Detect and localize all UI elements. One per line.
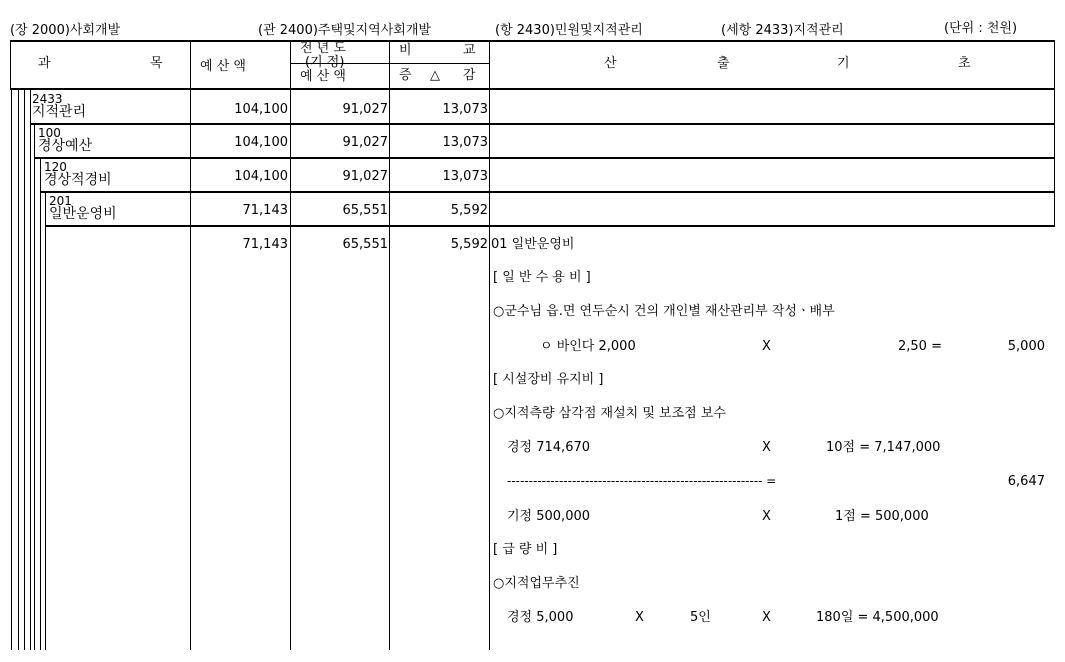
row-prev: 91,027 [342,169,388,184]
detail-line-calc-x: X [762,509,771,524]
tree-line-5 [34,124,35,650]
tree-line-1 [11,90,12,650]
table-right-border [1054,40,1055,90]
row-diff: 13,073 [442,135,488,150]
header-san: 산 [604,56,617,71]
detail-line-calc-x: X [635,610,644,625]
detail-line-calc-rate: 2,50 = [898,339,942,354]
col-divider-prev [290,40,291,650]
row-code: 120 [44,160,67,174]
row-sep-2 [34,157,1055,159]
header-prev-line2: (기 정) [305,55,345,70]
hang-label: (항 2430)민원및지적관리 [495,23,643,38]
detail-line-item: ○군수님 읍.면 연두순시 건의 개인별 재산관리부 작성ㆍ배부 [493,304,835,319]
row-budget: 104,100 [234,102,288,117]
row-budget: 104,100 [234,135,288,150]
row-name: 지적관리 [32,104,87,120]
row-prev: 65,551 [342,203,388,218]
detail-line-item: ○지적측량 삼각점 재설치 및 보조점 보수 [493,406,726,421]
row-code: 201 [49,194,72,208]
jang-label: (장 2000)사회개발 [10,23,121,38]
detail-line-section: [ 일 반 수 용 비 ] [493,270,591,285]
detail-line-section: [ 급 량 비 ] [493,542,558,557]
row-sep-3 [40,191,1055,193]
header-jeung: 증 [399,68,412,83]
detail-line-calc: 경정 5,000 [507,610,574,625]
detail-line-section: [ 시설장비 유지비 ] [493,372,604,387]
detail-line-title: 01 일반운영비 [491,237,575,252]
header-bottom-border [10,88,1055,90]
tree-line-3 [24,90,25,650]
row-name: 경상예산 [38,138,93,154]
row-budget: 104,100 [234,169,288,184]
row-sep-1 [30,123,1055,125]
detail-diff: 5,592 [450,237,488,252]
table-top-border [10,40,1055,42]
detail-budget: 71,143 [242,237,288,252]
row-diff: 13,073 [442,169,488,184]
header-delta: △ [430,68,440,83]
col-divider-diff [389,40,390,650]
header-prev-line3: 예 산 액 [300,69,346,84]
detail-line-calc-result: 180일 = 4,500,000 [816,610,939,625]
tree-line-6 [40,158,41,650]
row-diff: 13,073 [442,102,488,117]
header-cho: 초 [958,56,971,71]
row-prev: 91,027 [342,135,388,150]
detail-line-calc-total: 5,000 [1007,339,1045,354]
tree-line-7 [45,192,46,650]
detail-line-calc: ㅇ 바인다 2,000 [540,339,636,354]
sehang-label: (세항 2433)지적관리 [721,23,844,38]
detail-line-calc-result: 1점 = 500,000 [835,509,929,524]
table-left-border [10,40,11,90]
tree-line-2 [18,90,19,650]
row-sep-4 [45,225,1055,227]
detail-line-subtotal: 6,647 [1007,474,1045,489]
detail-line-calc: 경정 714,670 [507,440,591,455]
header-bigyo-right: 교 [463,43,476,58]
header-gi: 기 [837,56,850,71]
col-divider-budget [190,40,191,650]
detail-line-item: ○지적업무추진 [493,576,580,591]
col-divider-detail [489,40,490,650]
detail-line-calc-result: 10점 = 7,147,000 [826,440,941,455]
detail-line-calc: 기정 500,000 [507,509,591,524]
unit-label: (단위 : 천원) [944,21,1018,36]
header-prev-line1: 전 년 도 [300,41,346,56]
row-budget: 71,143 [242,203,288,218]
header-chul: 출 [717,56,730,71]
header-gam: 감 [463,68,476,83]
right-border-rows [1054,90,1055,227]
detail-line-calc-x: X [762,440,771,455]
header-gwa: 과 [38,56,51,71]
header-mok: 목 [150,56,163,71]
tree-line-4 [30,90,31,650]
row-code: 2433 [32,92,63,106]
row-name: 일반운영비 [49,206,117,222]
detail-line-calc-x: X [762,339,771,354]
row-name: 경상적경비 [44,172,112,188]
row-prev: 91,027 [342,102,388,117]
row-diff: 5,592 [450,203,488,218]
row-code: 100 [38,126,61,140]
header-budget: 예 산 액 [200,59,246,74]
gwan-label: (관 2400)주택및지역사회개발 [258,23,431,38]
detail-line-dashes: ----------------------------------------------------------- = [507,474,777,488]
header-bigyo-left: 비 [399,43,412,58]
detail-line-calc-x: X [762,610,771,625]
detail-line-calc-count: 5인 [690,610,711,625]
detail-prev: 65,551 [342,237,388,252]
